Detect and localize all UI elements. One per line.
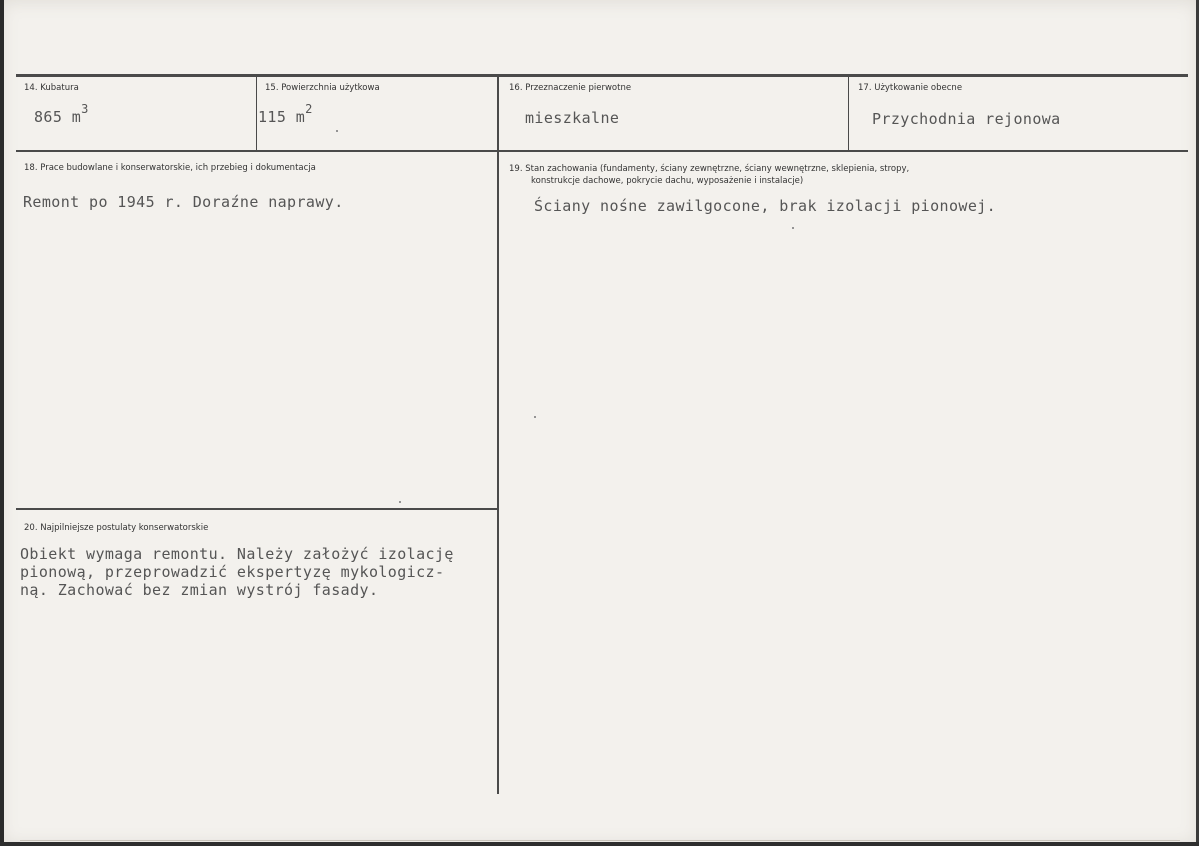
field-15-label: 15. Powierzchnia użytkowa <box>265 83 380 93</box>
paper-speck <box>534 416 536 418</box>
field-20-line-3: ną. Zachować bez zmian wystrój fasady. <box>20 581 379 599</box>
paper-speck <box>399 501 401 503</box>
divider-14-15 <box>256 76 257 151</box>
field-15-value <box>258 102 313 128</box>
field-14-text: 865 m <box>34 108 82 126</box>
field-16-value: mieszkalne <box>525 109 620 127</box>
top-rule <box>16 74 1188 77</box>
field-19-label-line2: konstrukcje dachowe, pokrycie dachu, wyposażenie i instalacje) <box>531 176 804 186</box>
field-16-label: 16. Przeznaczenie pierwotne <box>509 83 632 93</box>
field-20-line-2: pionową, przeprowadzić ekspertyzę mykologicz- <box>20 563 445 581</box>
divider-main <box>497 76 499 794</box>
field-14-superscript: 3 <box>81 102 89 116</box>
field-20-line-1: Obiekt wymaga remontu. Należy założyć izolację <box>20 545 454 563</box>
divider-16-17 <box>848 76 849 151</box>
field-19-label-line1: 19. Stan zachowania (fundamenty, ściany zewnętrzne, ściany wewnętrzne, sklepienia, stropy, <box>509 164 910 174</box>
field-17-label: 17. Użytkowanie obecne <box>858 83 963 93</box>
row1-bottom-rule <box>16 150 1188 152</box>
field-15-superscript: 2 <box>305 102 313 116</box>
field-18-label: 18. Prace budowlane i konserwatorskie, ich przebieg i dokumentacja <box>24 163 316 173</box>
paper-speck <box>792 227 794 229</box>
paper-speck <box>336 130 338 132</box>
field-18-value: Remont po 1945 r. Doraźne naprawy. <box>23 193 344 211</box>
field-14-value <box>34 102 89 128</box>
field-14-label: 14. Kubatura <box>24 83 79 93</box>
card-bottom-shadow-line <box>20 840 1180 841</box>
field-15-text: 115 m <box>258 108 306 126</box>
field-19-value: Ściany nośne zawilgocone, brak izolacji pionowej. <box>534 197 997 215</box>
field18-bottom-rule <box>16 508 497 510</box>
field-20-label: 20. Najpilniejsze postulaty konserwatorskie <box>24 523 209 533</box>
field-17-value: Przychodnia rejonowa <box>872 110 1061 128</box>
card-bottom-edge <box>0 842 1199 846</box>
card-left-edge <box>0 0 4 846</box>
